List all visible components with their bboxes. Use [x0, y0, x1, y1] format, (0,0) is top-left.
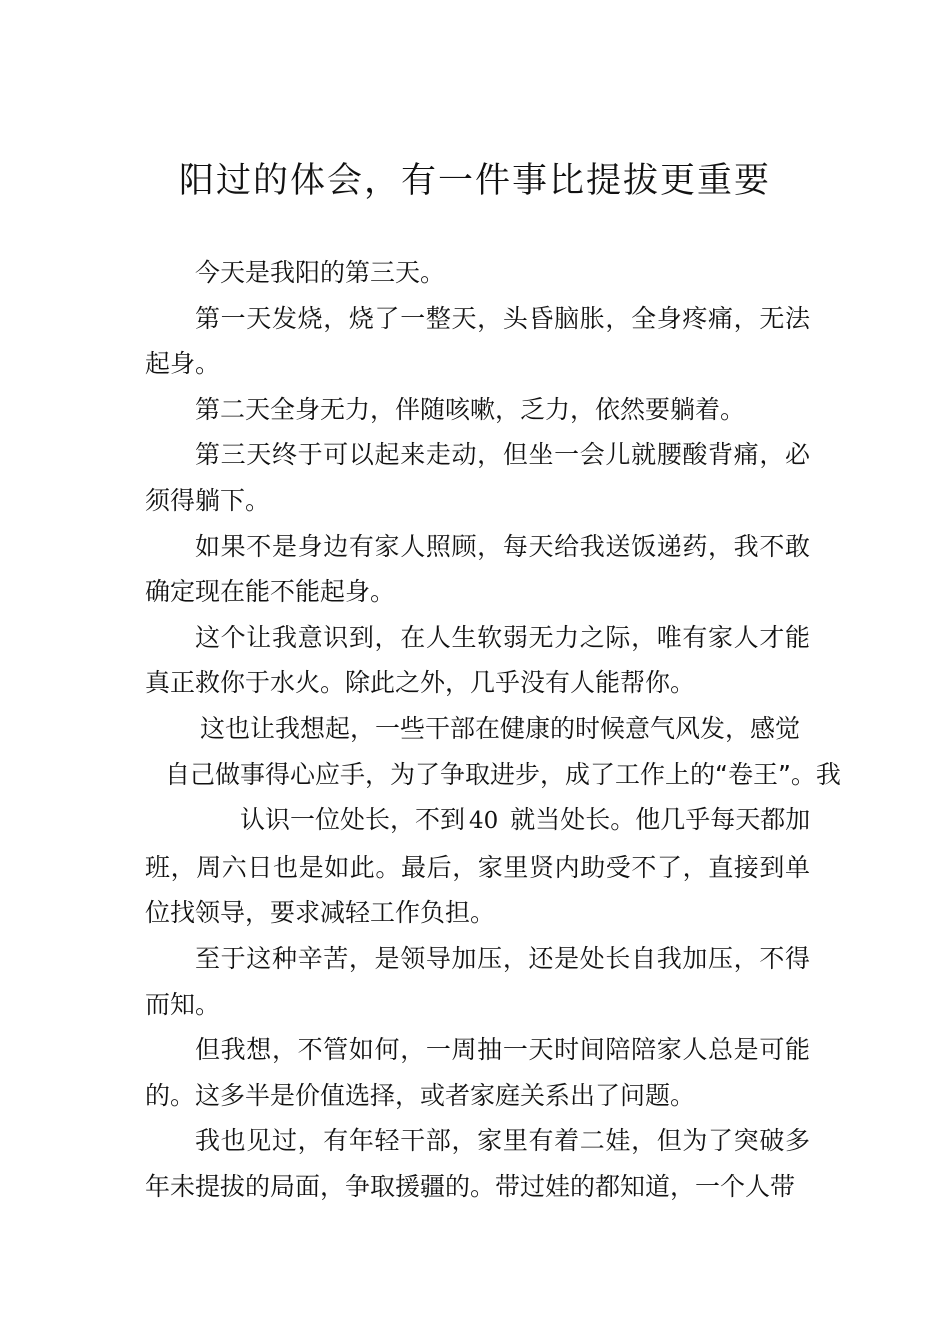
paragraph-line: 这也让我想起，一些干部在健康的时候意气风发，感觉 [200, 713, 801, 743]
paragraph: 至于这种辛苦，是领导加压，还是处长自我加压，不得而知。 [145, 943, 810, 1019]
line-text: 就当处长。他几乎每天都加 [510, 805, 811, 835]
line-text: 认识一位处长，不到 [240, 805, 466, 835]
document-body [145, 250, 841, 1209]
paragraph: 这个让我意识到，在人生软弱无力之际，唯有家人才能真正救你于水火。除此之外，几乎没有人能帮你。 [145, 622, 810, 698]
paragraph: 如果不是身边有家人照顾，每天给我送饭递药，我不敢确定现在能不能起身。 [145, 531, 810, 607]
document-title: 阳过的体会，有一件事比提拔更重要 [178, 161, 771, 201]
paragraph: 第一天发烧，烧了一整天，头昏脑胀，全身疼痛，无法起身。 [145, 303, 810, 379]
paragraph-line: 自己做事得心应手，为了争取进步，成了工作上的“卷王”。我 [165, 759, 841, 789]
paragraph: 我也见过，有年轻干部，家里有着二娃，但为了突破多年未提拔的局面，争取援疆的。带过娃的都知道，一个人带 [145, 1126, 810, 1201]
paragraph-line [145, 797, 810, 845]
paragraph-irregular [145, 706, 841, 936]
paragraph: 第三天终于可以起来走动，但坐一会儿就腰酸背痛，必须得躺下。 [145, 440, 810, 515]
paragraph: 第二天全身无力，伴随咳嗽，乏力，依然要躺着。 [195, 394, 746, 424]
paragraph: 但我想，不管如何，一周抽一天时间陪陪家人总是可能的。这多半是价值选择，或者家庭关系出了问题。 [145, 1035, 810, 1110]
paragraph: 今天是我阳的第三天。 [195, 258, 446, 287]
age-number: 40 [469, 808, 499, 835]
paragraph-continuation: 班，周六日也是如此。最后，家里贤内助受不了，直接到单位找领导，要求减轻工作负担。 [145, 852, 810, 928]
